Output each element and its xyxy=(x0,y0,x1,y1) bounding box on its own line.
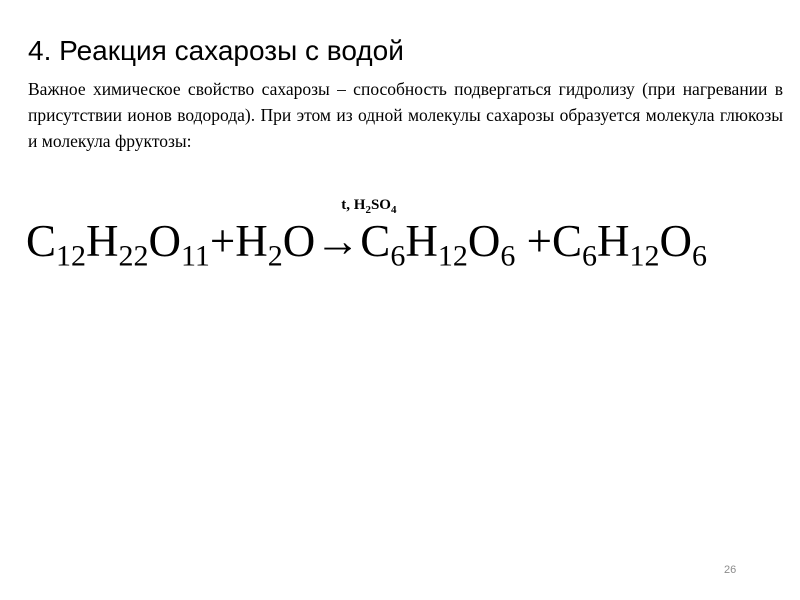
reaction-conditions: t, $H_2SO_4$ xyxy=(341,197,397,216)
reaction-arrow-block xyxy=(315,196,397,286)
slide-title: 4. Реакция сахарозы с водой xyxy=(28,35,404,66)
fructose-formula: $C_6H_{12}O_6$ xyxy=(551,216,707,273)
reaction-arrow: → xyxy=(315,216,361,266)
plus-sign: + xyxy=(209,216,236,266)
page-number: 26 xyxy=(724,564,737,576)
slide-body-text: Важное химическое свойство сахарозы – способность подвергаться гидролизу (при нагревании в присутствии ионов водорода). При этом из одной молекулы сахарозы образуется молекула глюкозы и молекула фруктозы: xyxy=(28,79,783,151)
sucrose-formula: $C_{12}H_{22}O_{11}$ xyxy=(26,216,210,273)
water-formula: $H_2O$ xyxy=(235,216,316,273)
glucose-formula: $C_6H_{12}O_6$ xyxy=(360,216,516,273)
plus-sign: + xyxy=(515,216,552,266)
hydrolysis-equation xyxy=(26,196,707,286)
